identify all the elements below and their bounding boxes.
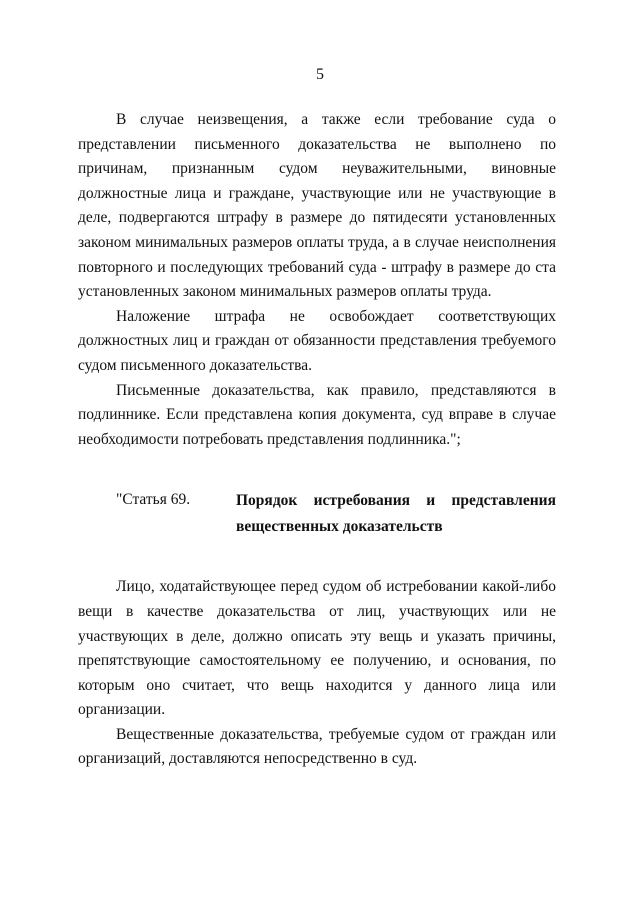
article-title: Порядок истребования и представления вещественных доказательств xyxy=(236,492,556,535)
paragraph: Письменные доказательства, как правило, представляются в подлиннике. Если представлена копия документа, суд вправе в случае необходимости потребовать представления подлинника."; xyxy=(78,381,556,448)
page-number: 5 xyxy=(316,66,324,83)
spacer xyxy=(78,539,556,575)
spacer xyxy=(78,452,556,488)
article-number: "Статья 69. xyxy=(116,491,191,509)
paragraph: В случае неизвещения, а также если требование суда о представлении письменного доказательства не выполнено по причинам, признанным судом неуважительными, виновные должностные лица и граждане, участвующие или не участвующие в деле, подвергаются штрафу в размере до пятидесяти установленных законом минимальных размеров оплаты труда, а в случае неисполнения повторного и последующих требований суда - штрафу в размере до ста установленных законом минимальных размеров оплаты труда. xyxy=(78,111,556,301)
paragraph: Лицо, ходатайствующее перед судом об истребовании какой-либо вещи в качестве доказательства от лиц, участвующих или не участвующих в деле, должно описать эту вещь и указать причины, препятствующие самостоятельному ее получению, и основания, по которым оно считает, что вещь находится у данного лица или организации. xyxy=(78,578,556,719)
document-body xyxy=(78,108,556,772)
article-heading xyxy=(78,488,556,539)
paragraph: Вещественные доказательства, требуемые судом от граждан или организаций, доставляются непосредственно в суд. xyxy=(78,725,556,768)
paragraph: Наложение штрафа не освобождает соответствующих должностных лиц и граждан от обязанности представления требуемого судом письменного доказательства. xyxy=(78,307,556,374)
